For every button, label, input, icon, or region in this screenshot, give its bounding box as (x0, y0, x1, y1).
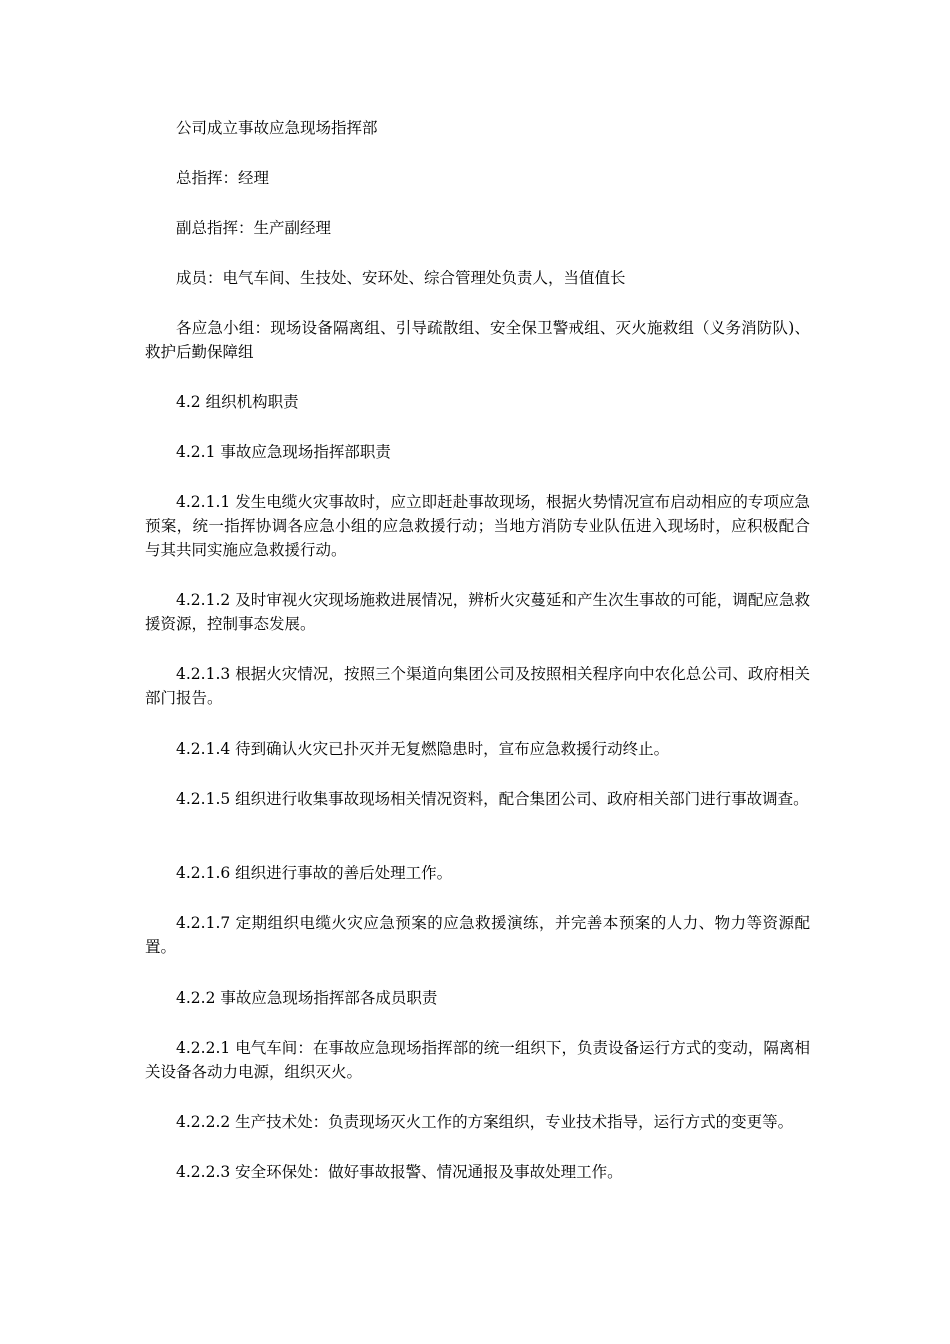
section-heading-4-2: 4.2 组织机构职责 (176, 393, 299, 411)
paragraph-4-2-1-4: 4.2.1.4 待到确认火灾已扑灭并无复燃隐患时，宣布应急救援行动终止。 (176, 740, 670, 758)
paragraph-4-2-1-3: 4.2.1.3 根据火灾情况，按照三个渠道向集团公司及按照相关程序向中农化总公司、政府相关部门报告。 (145, 665, 810, 707)
paragraph-4-2-1-5: 4.2.1.5 组织进行收集事故现场相关情况资料，配合集团公司、政府相关部门进行事故调查。 (176, 790, 809, 808)
paragraph-3: 副总指挥：生产副经理 (176, 219, 332, 237)
section-heading-4-2-2: 4.2.2 事故应急现场指挥部各成员职责 (176, 989, 438, 1007)
paragraph-4-2-1-6: 4.2.1.6 组织进行事故的善后处理工作。 (176, 864, 453, 882)
paragraph-4-2-1-1: 4.2.1.1 发生电缆火灾事故时，应立即赶赴事故现场，根据火势情况宣布启动相应的专项应急预案，统一指挥协调各应急小组的应急救援行动；当地方消防专业队伍进入现场时，应积极配合与其共同实施应急救援行动。 (145, 493, 810, 559)
paragraph-4-2-2-1: 4.2.2.1 电气车间：在事故应急现场指挥部的统一组织下，负责设备运行方式的变动，隔离相关设备各动力电源，组织灭火。 (145, 1039, 810, 1081)
section-heading-4-2-1: 4.2.1 事故应急现场指挥部职责 (176, 443, 391, 461)
paragraph-4-2-1-2: 4.2.1.2 及时审视火灾现场施救进展情况，辨析火灾蔓延和产生次生事故的可能，调配应急救援资源，控制事态发展。 (145, 591, 810, 633)
paragraph-5: 各应急小组：现场设备隔离组、引导疏散组、安全保卫警戒组、灭火施救组（义务消防队)、救护后勤保障组 (145, 319, 810, 361)
paragraph-4-2-2-3: 4.2.2.3 安全环保处：做好事故报警、情况通报及事故处理工作。 (176, 1163, 623, 1181)
paragraph-4-2-1-7: 4.2.1.7 定期组织电缆火灾应急预案的应急救援演练，并完善本预案的人力、物力等资源配置。 (145, 914, 810, 956)
paragraph-4: 成员：电气车间、生技处、安环处、综合管理处负责人，当值值长 (176, 269, 626, 287)
paragraph-2: 总指挥：经理 (176, 169, 270, 187)
paragraph-1: 公司成立事故应急现场指挥部 (176, 119, 378, 137)
paragraph-4-2-2-2: 4.2.2.2 生产技术处：负责现场灭火工作的方案组织，专业技术指导，运行方式的变更等。 (176, 1113, 794, 1131)
